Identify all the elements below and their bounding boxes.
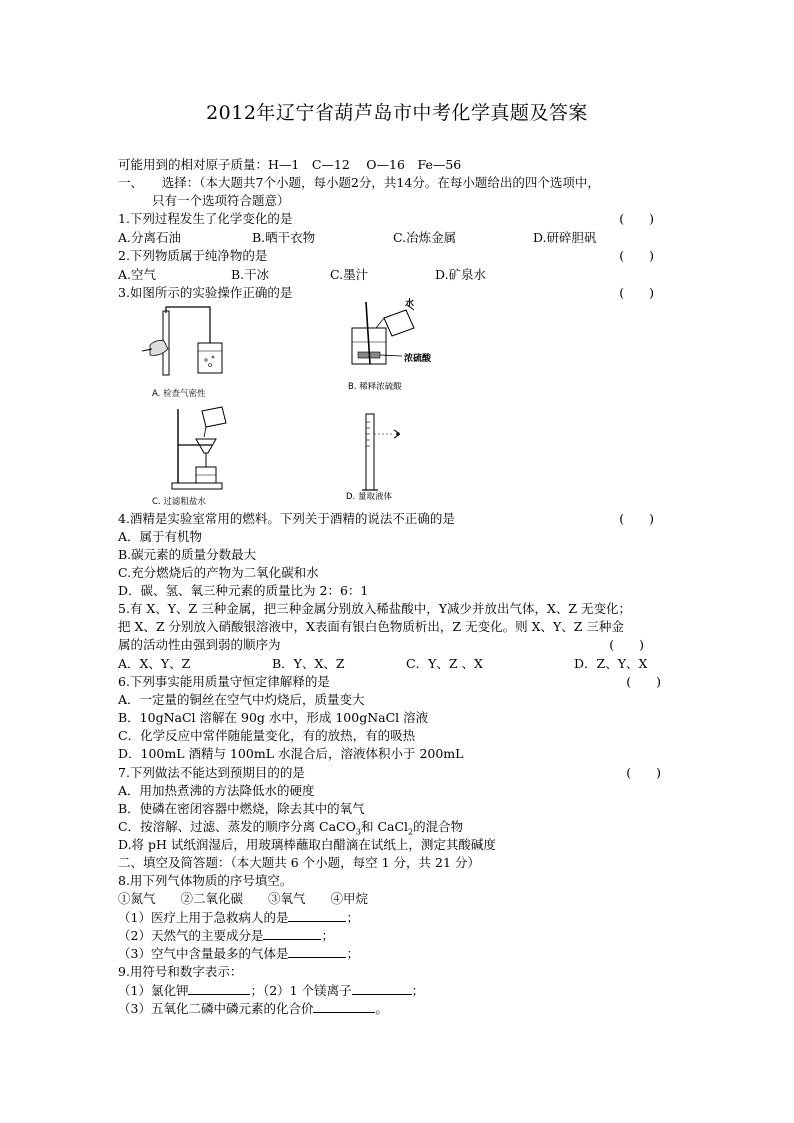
q7-option-c: C．按溶解、过滤、蒸发的顺序分离 CaCO$_3$和 CaCl$_2$的混合物 (118, 819, 464, 837)
q8-sub-1: （1）医疗上用于急救病人的是 ； (118, 910, 359, 925)
q8-options: ①氮气 ②二氧化碳 ③氧气 ④甲烷 (118, 891, 369, 906)
q7-answer-blank: ( ) (626, 765, 661, 780)
figure-c-filtration (168, 405, 244, 491)
q4-answer-blank: ( ) (619, 511, 654, 526)
q5-option-d: D．Z、Y、X (574, 656, 648, 671)
q1-option-b: B.晒干衣物 (252, 230, 316, 245)
q5-line-2: 把 X、Z 分别放入硝酸银溶液中，X表面有银白色物质析出，Z 无变化。则 X、Y、Z 三种金 (118, 619, 624, 634)
q1-option-a: A.分离石油 (118, 230, 182, 245)
q5-option-a: A．X、Y、Z (118, 656, 191, 671)
q1-answer-blank: ( ) (619, 211, 654, 226)
q8-sub-2: （2）天然气的主要成分是 ； (118, 928, 334, 943)
section1-header-cont: 只有一个选项符合题意） (152, 193, 290, 208)
q9-sub-1-2: （1）氯化钾 ；（2）1 个镁离子 ； (118, 983, 425, 998)
figure-d-caption: D. 量取液体 (346, 492, 392, 502)
q8-blank-3[interactable] (288, 945, 346, 958)
q5-line-3: 属的活动性由强到弱的顺序为 (118, 637, 281, 652)
q5-option-c: C．Y、Z 、X (406, 656, 483, 671)
q6-stem: 6.下列事实能用质量守恒定律解释的是 (118, 674, 330, 689)
atomic-masses-line: 可能用到的相对原子质量：H—1 C—12 O—16 Fe—56 (118, 157, 462, 172)
q4-option-b: B.碳元素的质量分数最大 (118, 547, 257, 562)
q5-option-b: B．Y、X、Z (272, 656, 345, 671)
figure-c-caption: C. 过滤粗盐水 (152, 497, 206, 507)
q1-option-d: D.研碎胆矾 (533, 230, 597, 245)
q1-stem: 1.下列过程发生了化学变化的是 (118, 211, 293, 226)
q2-answer-blank: ( ) (619, 248, 654, 263)
section1-header: 一、 选择：（本大题共7个小题，每小题2分，共14分。在每小题给出的四个选项中， (118, 175, 600, 190)
figure-b-water-label: 水 (405, 299, 415, 309)
q8-stem: 8.用下列气体物质的序号填空。 (118, 873, 293, 888)
q4-option-d: D．碳、氢、氧三种元素的质量比为 2：6：1 (118, 583, 369, 598)
document-title: 2012年辽宁省葫芦岛市中考化学真题及答案 (206, 102, 588, 124)
q8-blank-1[interactable] (288, 909, 346, 922)
q6-answer-blank: ( ) (626, 674, 661, 689)
q8-blank-2[interactable] (263, 927, 321, 940)
q9-sub-3: （3）五氧化二磷中磷元素的化合价 。 (118, 1001, 388, 1016)
q7-option-d: D.将 pH 试纸润湿后，用玻璃棒蘸取白醋滴在试纸上，测定其酸碱度 (118, 837, 496, 852)
q3-stem: 3.如图所示的实验操作正确的是 (118, 285, 293, 300)
q7-option-a: A．用加热煮沸的方法降低水的硬度 (118, 783, 315, 798)
q2-stem: 2.下列物质属于纯净物的是 (118, 248, 268, 263)
q1-option-c: C.冶炼金属 (393, 230, 457, 245)
figure-d-measure-liquid (360, 410, 420, 494)
q7-stem: 7.下列做法不能达到预期目的的是 (118, 765, 305, 780)
section2-header: 二、填空及简答题：（本大题共 6 个小题，每空 1 分，共 21 分） (118, 855, 480, 870)
q7-option-b: B．使磷在密闭容器中燃烧，除去其中的氧气 (118, 801, 365, 816)
figure-b-acid-label: 浓硫酸 (404, 354, 432, 364)
figure-b-dilute-acid (340, 298, 430, 378)
q2-option-d: D.矿泉水 (435, 267, 487, 282)
q6-option-d: D．100mL 酒精与 100mL 水混合后，溶液体积小于 200mL (118, 746, 464, 761)
q4-stem: 4.酒精是实验室常用的燃料。下列关于酒精的说法不正确的是 (118, 511, 455, 526)
q2-option-a: A.空气 (118, 267, 157, 282)
q9-blank-2[interactable] (352, 982, 412, 995)
q5-line-1: 5.有 X、Y、Z 三种金属，把三种金属分别放入稀盐酸中，Y减少并放出气体，X、Z 无变化； (118, 601, 632, 616)
q4-option-a: A．属于有机物 (118, 529, 203, 544)
q6-option-c: C．化学反应中常伴随能量变化，有的放热，有的吸热 (118, 728, 416, 743)
q9-blank-3[interactable] (313, 1000, 375, 1013)
q2-option-b: B.干冰 (231, 267, 270, 282)
figure-b-caption: B. 稀释浓硫酸 (348, 382, 402, 392)
figure-a-caption: A. 检查气密性 (152, 389, 206, 399)
figure-a-airtightness (138, 305, 228, 385)
q9-blank-1[interactable] (188, 982, 250, 995)
q2-option-c: C.墨汁 (330, 267, 369, 282)
q8-sub-3: （3）空气中含量最多的气体是 ； (118, 946, 359, 961)
q3-answer-blank: ( ) (619, 285, 654, 300)
q4-option-c: C.充分燃烧后的产物为二氧化碳和水 (118, 565, 319, 580)
q5-answer-blank: ( ) (609, 637, 644, 652)
q9-stem: 9.用符号和数字表示： (118, 964, 243, 979)
q6-option-b: B．10gNaCl 溶解在 90g 水中，形成 100gNaCl 溶液 (118, 710, 429, 725)
q6-option-a: A．一定量的铜丝在空气中灼烧后，质量变大 (118, 692, 365, 707)
